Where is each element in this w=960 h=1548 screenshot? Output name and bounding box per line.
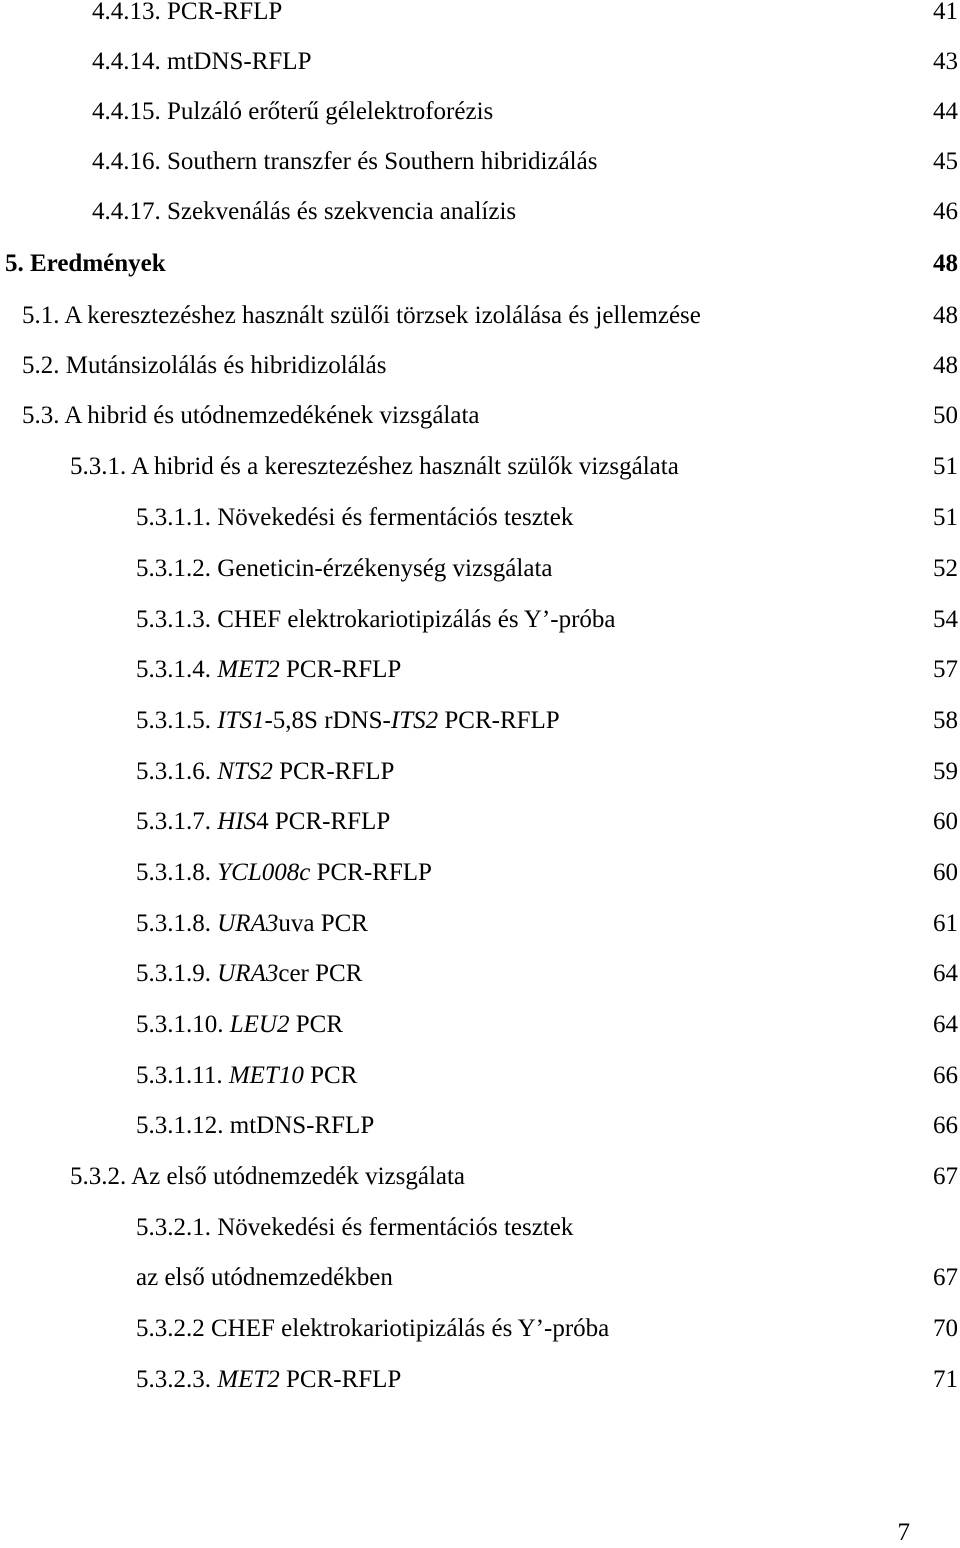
toc-entry [0, 1309, 960, 1349]
toc-entry-page: 48 [933, 352, 958, 379]
toc-entry [0, 853, 960, 893]
toc-entry-title: 5.2. Mutánsizolálás és hibridizolálás [22, 352, 387, 379]
toc-entry-page: 44 [933, 98, 958, 125]
toc-entry [0, 1208, 960, 1248]
toc-entry [0, 954, 960, 994]
toc-entry-page: 43 [933, 48, 958, 75]
toc-entry-title: 5.3.1.4. MET2 PCR-RFLP [136, 656, 402, 683]
toc-entry-page: 51 [933, 504, 958, 531]
toc-entry-title: 5.3.1.5. ITS1-5,8S rDNS-ITS2 PCR-RFLP [136, 707, 560, 734]
toc-entry-title: 5.3.2.3. MET2 PCR-RFLP [136, 1366, 402, 1393]
toc-entry [0, 1157, 960, 1197]
toc-entry-title: 5.3.2.1. Növekedési és fermentációs tesztek [136, 1214, 574, 1241]
toc-entry [0, 549, 960, 589]
toc-entry-page: 66 [933, 1112, 958, 1139]
toc-entry-title: 4.4.17. Szekvenálás és szekvencia analízis [92, 198, 517, 225]
toc-entry [0, 701, 960, 741]
toc-entry [0, 0, 960, 32]
toc-entry [0, 1056, 960, 1096]
toc-entry [0, 92, 960, 132]
toc-entry-title: 5.3.2. Az első utódnemzedék vizsgálata [70, 1163, 466, 1190]
toc-entry-page: 46 [933, 198, 958, 225]
toc-entry-title: 4.4.15. Pulzáló erőterű gélelektroforézis [92, 98, 494, 125]
toc-entry-page: 52 [933, 555, 958, 582]
toc-entry-title: 5.3. A hibrid és utódnemzedékének vizsgálata [22, 402, 480, 429]
toc-entry-page: 67 [933, 1163, 958, 1190]
toc-entry-page: 41 [933, 0, 958, 25]
toc-entry-page: 60 [933, 859, 958, 886]
toc-entry [0, 1106, 960, 1146]
toc-entry-chapter [0, 244, 960, 284]
page-number: 7 [897, 1519, 910, 1546]
toc-entry-page: 70 [933, 1315, 958, 1342]
toc-entry-title: 4.4.13. PCR-RFLP [92, 0, 283, 25]
toc-entry-page: 64 [933, 960, 958, 987]
toc-entry [0, 296, 960, 336]
toc-entry-title: 5.3.1.3. CHEF elektrokariotipizálás és Y’-próba [136, 606, 616, 633]
toc-entry-title: 5.3.1.1. Növekedési és fermentációs tesztek [136, 504, 574, 531]
toc-entry-title: 5.3.1.2. Geneticin-érzékenység vizsgálata [136, 555, 553, 582]
toc-entry-page: 50 [933, 402, 958, 429]
toc-entry-title: 5.3.1.7. HIS4 PCR-RFLP [136, 808, 391, 835]
toc-entry-title: 5. Eredmények [5, 250, 166, 277]
toc-entry-page: 54 [933, 606, 958, 633]
toc-entry-continuation [0, 1258, 960, 1298]
toc-entry [0, 346, 960, 386]
toc-entry-page: 57 [933, 656, 958, 683]
toc-entry-page: 71 [933, 1366, 958, 1393]
toc-entry [0, 904, 960, 944]
toc-entry [0, 650, 960, 690]
toc-entry-page: 48 [933, 302, 958, 329]
toc-entry-page: 58 [933, 707, 958, 734]
toc-entry [0, 396, 960, 436]
toc-entry-title: az első utódnemzedékben [136, 1264, 393, 1291]
toc-entry-title: 5.3.1. A hibrid és a keresztezéshez használt szülők vizsgálata [70, 453, 679, 480]
toc-entry-page: 60 [933, 808, 958, 835]
toc-entry-title: 5.3.1.8. YCL008c PCR-RFLP [136, 859, 432, 886]
toc-entry-page: 61 [933, 910, 958, 937]
toc-entry-page: 67 [933, 1264, 958, 1291]
toc-entry-title: 5.3.1.9. URA3cer PCR [136, 960, 363, 987]
toc-entry-title: 5.1. A keresztezéshez használt szülői törzsek izolálása és jellemzése [22, 302, 701, 329]
toc-entry-title: 5.3.1.6. NTS2 PCR-RFLP [136, 758, 395, 785]
toc-entry [0, 600, 960, 640]
toc-entry [0, 498, 960, 538]
toc-entry-title: 4.4.14. mtDNS-RFLP [92, 48, 312, 75]
toc-entry [0, 447, 960, 487]
toc-entry [0, 752, 960, 792]
toc-entry-page: 45 [933, 148, 958, 175]
toc-entry [0, 1360, 960, 1400]
toc-entry [0, 192, 960, 232]
toc-entry-page: 66 [933, 1062, 958, 1089]
toc-entry-title: 5.3.2.2 CHEF elektrokariotipizálás és Y’-próba [136, 1315, 610, 1342]
toc-entry [0, 802, 960, 842]
toc-entry-title: 5.3.1.11. MET10 PCR [136, 1062, 358, 1089]
toc-entry [0, 1005, 960, 1045]
toc-entry-page: 48 [933, 250, 958, 277]
toc-entry-title: 5.3.1.10. LEU2 PCR [136, 1011, 343, 1038]
toc-entry [0, 142, 960, 182]
toc-entry-title: 4.4.16. Southern transzfer és Southern hibridizálás [92, 148, 598, 175]
toc-entry-page: 59 [933, 758, 958, 785]
toc-entry-title: 5.3.1.12. mtDNS-RFLP [136, 1112, 375, 1139]
toc-entry [0, 42, 960, 82]
toc-entry-page: 64 [933, 1011, 958, 1038]
toc-entry-page: 51 [933, 453, 958, 480]
toc-entry-title: 5.3.1.8. URA3uva PCR [136, 910, 368, 937]
